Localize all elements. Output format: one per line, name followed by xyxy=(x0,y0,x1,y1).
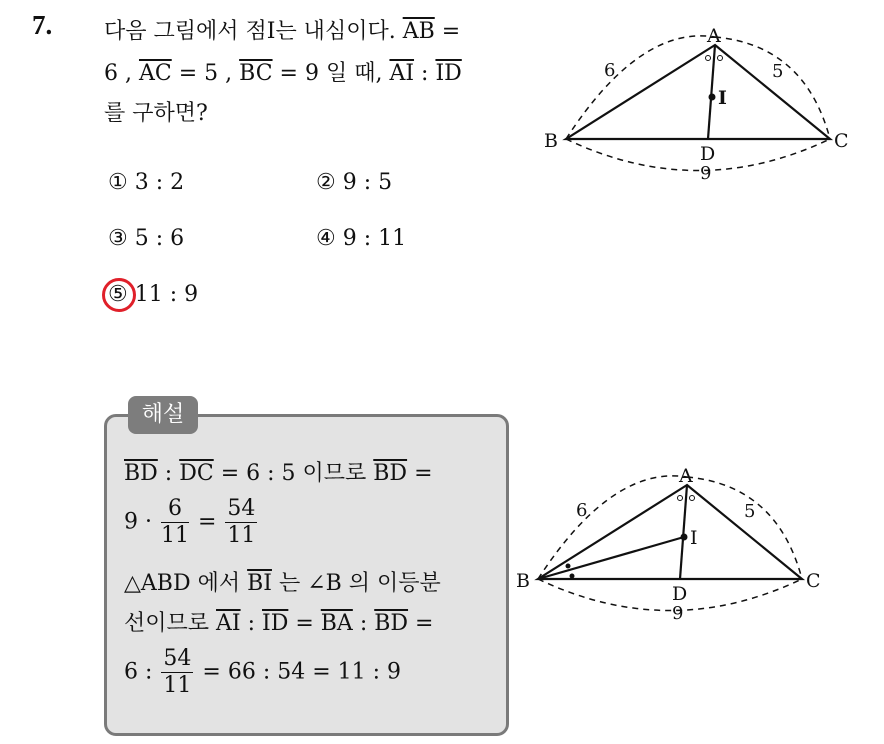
angle-mark-icon xyxy=(706,56,711,61)
fraction xyxy=(225,496,257,549)
choice-marker: ② xyxy=(316,170,336,195)
question-text: 6 , xyxy=(104,61,139,86)
arc-ab xyxy=(566,36,715,139)
arc-bc xyxy=(538,579,802,611)
segment-ad xyxy=(680,485,687,579)
angle-dot-icon xyxy=(570,574,575,579)
question-text: 다음 그림에서 점I는 내심이다. xyxy=(104,19,403,44)
choice-text: 5 : 6 xyxy=(134,226,185,251)
arc-ab xyxy=(538,476,687,579)
solution-tag: 해설 xyxy=(128,396,198,434)
segment-ad xyxy=(708,45,715,139)
text: 선이므로 xyxy=(124,611,217,636)
segment-bc: $\overline{BC}$ xyxy=(239,61,273,86)
choice-marker: ⑤ xyxy=(108,282,128,307)
segment-bd: $\overline{BD}$ xyxy=(124,461,158,486)
text: = xyxy=(190,509,224,535)
segment-ac: $\overline{AC}$ xyxy=(138,61,172,86)
solution-line-2 xyxy=(124,496,259,549)
label-c: C xyxy=(806,570,821,592)
segment-id: $\overline{ID}$ xyxy=(435,61,462,86)
length-ab: 6 xyxy=(576,500,588,521)
segment-id: $\overline{ID}$ xyxy=(262,611,289,636)
triangle-figure-bottom xyxy=(512,460,832,630)
fraction xyxy=(161,646,193,699)
denominator: 11 xyxy=(227,523,256,548)
label-d: D xyxy=(672,583,688,605)
text: : xyxy=(240,611,262,636)
angle-dot-icon xyxy=(566,564,571,569)
choice-marker: ① xyxy=(108,170,128,195)
length-ac: 5 xyxy=(744,501,756,522)
text: 는 ∠B 의 이등분 xyxy=(271,571,441,596)
text: = 6 : 5 이므로 xyxy=(213,461,374,486)
length-ac: 5 xyxy=(772,61,784,82)
question-line-2 xyxy=(104,56,462,87)
choice-text: 9 : 11 xyxy=(342,226,407,251)
angle-mark-icon xyxy=(678,496,683,501)
label-a: A xyxy=(707,25,721,47)
length-ab: 6 xyxy=(604,60,616,81)
question-text: : xyxy=(414,61,436,86)
solution-line-5 xyxy=(124,646,401,699)
arc-bc xyxy=(566,139,830,171)
segment-ab: $\overline{AB}$ xyxy=(402,19,435,44)
choice-text: 9 : 5 xyxy=(342,170,393,195)
length-bc: 9 xyxy=(672,603,684,624)
segment-bi xyxy=(538,537,684,579)
segment-bd: $\overline{BD}$ xyxy=(374,611,409,636)
label-b: B xyxy=(516,570,530,592)
denominator: 11 xyxy=(163,673,192,698)
question-line-1 xyxy=(104,14,460,45)
segment-bd: $\overline{BD}$ xyxy=(373,461,408,486)
text: 6 : xyxy=(124,659,160,685)
choice-marker: ③ xyxy=(108,226,128,251)
choice-text: 3 : 2 xyxy=(134,170,185,195)
choice-text: 11 : 9 xyxy=(134,282,199,307)
choice-2[interactable] xyxy=(316,170,392,195)
choice-3[interactable] xyxy=(108,226,184,251)
incenter-point xyxy=(709,94,716,101)
text: = xyxy=(407,461,433,486)
length-bc: 9 xyxy=(700,163,712,184)
label-a: A xyxy=(679,465,693,487)
segment-dc: $\overline{DC}$ xyxy=(179,461,214,486)
label-b: B xyxy=(544,130,558,152)
label-c: C xyxy=(834,130,849,152)
text: △ABD 에서 xyxy=(124,571,248,596)
solution-line-3 xyxy=(124,566,441,597)
angle-mark-icon xyxy=(718,56,723,61)
numerator: 6 xyxy=(161,496,189,523)
label-i: I xyxy=(718,87,727,109)
numerator: 54 xyxy=(163,646,192,671)
text: = xyxy=(288,611,321,636)
question-line-3: 를 구하면? xyxy=(104,101,208,126)
choice-marker: ④ xyxy=(316,226,336,251)
text: 9 · xyxy=(124,509,159,535)
text: = xyxy=(408,611,434,636)
segment-ba: $\overline{BA}$ xyxy=(320,611,353,636)
choice-1[interactable] xyxy=(108,170,184,195)
text: : xyxy=(352,611,375,636)
denominator: 11 xyxy=(160,523,189,548)
angle-mark-icon xyxy=(690,496,695,501)
segment-ai: $\overline{AI}$ xyxy=(389,61,415,86)
text: = 66 : 54 = 11 : 9 xyxy=(195,659,402,685)
solution-line-4 xyxy=(124,606,433,637)
segment-ai: $\overline{AI}$ xyxy=(216,611,241,636)
segment-bi: $\overline{BI}$ xyxy=(247,571,272,596)
label-d: D xyxy=(700,143,716,165)
numerator: 54 xyxy=(227,496,256,521)
label-i: I xyxy=(690,527,698,549)
solution-line-1 xyxy=(124,456,433,487)
question-text: = 5 , xyxy=(171,61,240,86)
question-number: 7. xyxy=(32,10,53,40)
incenter-point xyxy=(681,534,688,541)
triangle-figure-top xyxy=(540,20,860,190)
choice-4[interactable] xyxy=(316,226,406,251)
question-text: = 9 일 때, xyxy=(272,61,390,86)
fraction xyxy=(161,496,189,549)
question-text: = xyxy=(434,19,461,44)
answer-circle-mark xyxy=(102,278,136,312)
text: : xyxy=(157,461,180,486)
